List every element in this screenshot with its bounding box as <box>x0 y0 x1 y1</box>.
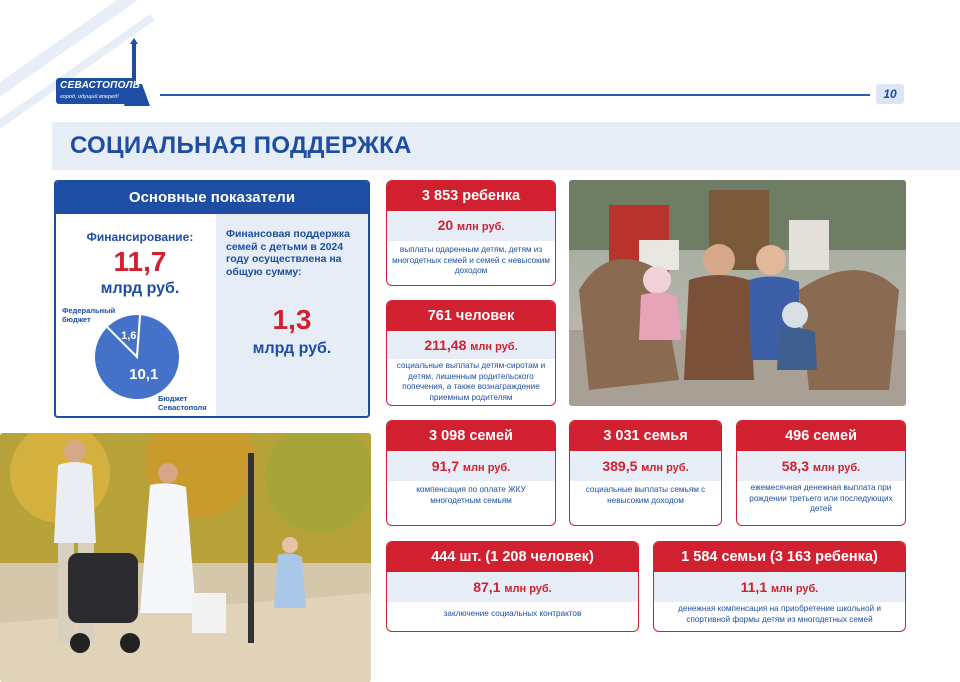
card-amount <box>387 217 555 233</box>
card-amount-value: 389,5 <box>602 458 638 474</box>
card-description: денежная компенсация на приобретение школьной и спортивной формы детям из многодетных семей <box>678 604 881 624</box>
card-description: ежемесячная денежная выплата при рождении третьего или последующих детей <box>749 483 893 513</box>
key-indicators-panel <box>54 180 370 418</box>
card-heading: 3 853 ребенка <box>387 181 555 211</box>
pie-label-city: 10,1 <box>129 366 159 384</box>
card-description: социальные выплаты детям-сиротам и детям, лишенным родительского попечения, а также вознаграждение приемным родителям <box>396 361 546 402</box>
federal-budget-label: Федеральный бюджет <box>62 306 116 324</box>
header-rule <box>160 94 870 96</box>
card-amount <box>654 579 905 595</box>
financing-value: 11,7 <box>113 246 167 277</box>
card-amount-unit: млн руб. <box>457 221 505 233</box>
card-amount-unit: млн руб. <box>812 462 861 474</box>
family-walk-photo <box>0 433 371 682</box>
families-support-unit: млрд руб. <box>252 340 332 357</box>
card-heading: 444 шт. (1 208 человек) <box>387 542 638 572</box>
budget-pie-chart <box>92 312 182 402</box>
city-budget-label: Бюджет Севастополя <box>158 394 207 412</box>
logo-title: СЕВАСТОПОЛЬ <box>60 80 141 91</box>
card-heading: 761 человек <box>387 301 555 331</box>
card-amount-unit: млн руб. <box>470 341 518 353</box>
page-number: 10 <box>876 84 904 104</box>
pie-label-federal: 1,6 <box>121 329 137 342</box>
stat-card-housing <box>386 420 556 526</box>
card-amount-unit: млн руб. <box>504 583 552 595</box>
card-amount-value: 91,7 <box>431 458 459 474</box>
card-description: компенсация по оплате ЖКУ многодетным семьям <box>416 485 526 505</box>
page-title: СОЦИАЛЬНАЯ ПОДДЕРЖКА <box>70 132 412 159</box>
card-amount-unit: млн руб. <box>771 583 819 595</box>
card-amount-unit: млн руб. <box>462 462 511 474</box>
card-amount-value: 58,3 <box>781 458 809 474</box>
card-heading: 496 семей <box>737 421 905 451</box>
logo-subtitle: город, идущий вперед! <box>60 94 119 100</box>
card-heading: 3 031 семья <box>570 421 721 451</box>
family-photo-strollers <box>569 180 906 406</box>
families-support-text: Финансовая поддержка семей с детьми в 2024 году осуществлена на общую сумму: <box>226 228 350 278</box>
stat-card-low-income <box>569 420 722 526</box>
card-amount-value: 211,48 <box>424 337 467 353</box>
stat-card-school-uniform <box>653 541 906 632</box>
card-amount-value: 87,1 <box>473 579 501 595</box>
card-heading: 3 098 семей <box>387 421 555 451</box>
stat-card-third-child <box>736 420 906 526</box>
key-indicators-heading: Основные показатели <box>56 182 368 214</box>
card-description: заключение социальных контрактов <box>443 609 582 618</box>
card-amount <box>387 579 638 595</box>
card-description: выплаты одаренным детям, детям из многодетных семей и семей с невысоким доходом <box>392 245 550 275</box>
financing-unit: млрд руб. <box>100 280 180 297</box>
card-amount-value: 20 <box>437 217 454 233</box>
financing-label: Финансирование: <box>86 230 194 244</box>
card-description: социальные выплаты семьям с невысоким доходом <box>585 485 706 505</box>
stat-card-orphans <box>386 300 556 406</box>
families-support-value: 1,3 <box>272 304 312 335</box>
card-amount-value: 11,1 <box>740 579 768 595</box>
stat-card-social-contracts <box>386 541 639 632</box>
card-amount <box>737 458 905 474</box>
stat-card-gifted-children <box>386 180 556 286</box>
card-heading: 1 584 семьи (3 163 ребенка) <box>654 542 905 572</box>
card-amount-unit: млн руб. <box>641 462 689 474</box>
card-amount <box>387 458 555 474</box>
card-amount <box>570 458 721 474</box>
card-amount <box>387 337 555 353</box>
